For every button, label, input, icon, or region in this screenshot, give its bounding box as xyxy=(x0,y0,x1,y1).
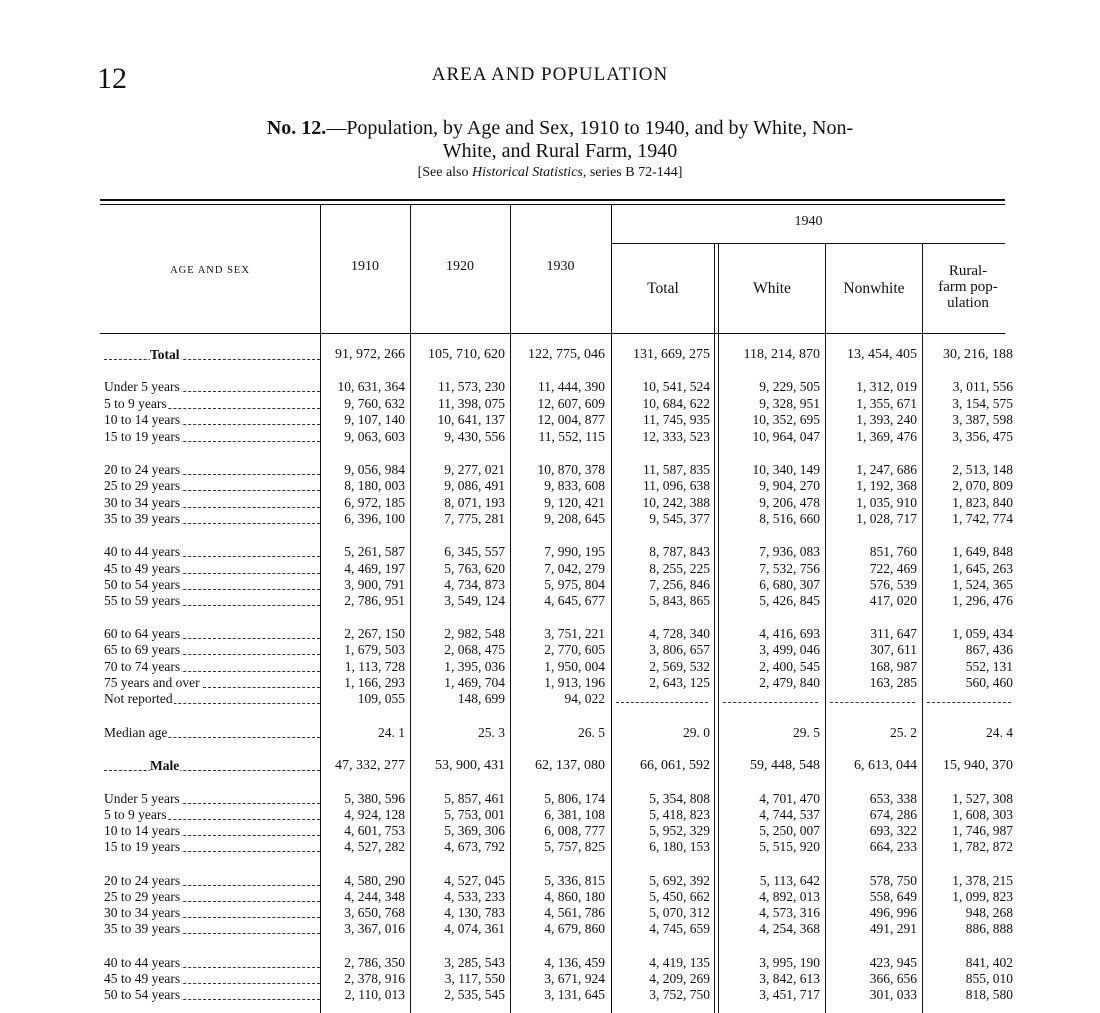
table-cell: 11, 573, 230 xyxy=(438,379,505,394)
table-cell: 1, 679, 503 xyxy=(344,642,405,657)
table-cell: 3, 751, 221 xyxy=(544,626,605,641)
table-cell: 3, 671, 924 xyxy=(544,971,605,986)
table-cell: 2, 070, 809 xyxy=(952,478,1013,493)
row-label: 25 to 29 years xyxy=(104,890,320,904)
table-cell: 851, 760 xyxy=(869,544,917,559)
row-label: 20 to 24 years xyxy=(104,463,320,477)
table-cell: 2, 982, 548 xyxy=(444,626,505,641)
header-white: White xyxy=(753,280,791,297)
table-cell: 1, 527, 308 xyxy=(952,791,1013,806)
table-cell: 118, 214, 870 xyxy=(743,347,820,362)
header-nonwhite: Nonwhite xyxy=(843,280,905,297)
row-label: Under 5 years xyxy=(104,380,320,394)
table-cell: 301, 033 xyxy=(869,987,917,1002)
table-cell: 886, 888 xyxy=(965,921,1013,936)
top-rule-thin xyxy=(100,204,1005,205)
table-cell: 9, 206, 478 xyxy=(759,495,820,510)
header-1940: 1940 xyxy=(794,214,823,229)
table-cell: 122, 775, 046 xyxy=(528,347,605,362)
table-cell: 4, 580, 290 xyxy=(344,873,405,888)
table-cell: 2, 770, 605 xyxy=(544,642,605,657)
table-cell: 91, 972, 266 xyxy=(335,347,405,362)
table-cell: 4, 244, 348 xyxy=(344,889,405,904)
row-label: Median age xyxy=(104,726,320,740)
table-cell: 4, 679, 860 xyxy=(544,921,605,936)
table-cell: 7, 256, 846 xyxy=(649,577,710,592)
table-cell: 576, 539 xyxy=(869,577,917,592)
table-cell: 4, 734, 873 xyxy=(444,577,505,592)
header-1910: 1910 xyxy=(351,259,379,274)
header-bottom-rule xyxy=(100,333,1005,334)
table-cell: 10, 964, 047 xyxy=(752,429,820,444)
table-number: No. 12. xyxy=(266,117,327,139)
table-cell: 6, 008, 777 xyxy=(544,823,605,838)
table-cell: 12, 004, 877 xyxy=(537,412,605,427)
table-cell: 1, 166, 293 xyxy=(344,675,405,690)
table-cell: 1, 742, 774 xyxy=(952,511,1013,526)
empty-cell-dash xyxy=(616,702,708,703)
table-cell: 8, 071, 193 xyxy=(444,495,505,510)
row-label: 5 to 9 years xyxy=(104,808,320,822)
table-cell: 7, 042, 279 xyxy=(544,561,605,576)
table-cell: 6, 396, 100 xyxy=(344,511,405,526)
subtitle-prefix: [See also xyxy=(417,165,473,180)
table-cell: 560, 460 xyxy=(965,675,1013,690)
table-cell: 10, 684, 622 xyxy=(642,396,710,411)
row-label: Total xyxy=(104,348,320,362)
row-label: 55 to 59 years xyxy=(104,594,320,608)
table-cell: 7, 532, 756 xyxy=(759,561,820,576)
row-label: 50 to 54 years xyxy=(104,988,320,1002)
year-1940-rule xyxy=(612,243,1005,244)
table-cell: 3, 285, 543 xyxy=(444,955,505,970)
table-cell: 4, 533, 233 xyxy=(444,889,505,904)
row-label: 60 to 64 years xyxy=(104,627,320,641)
table-cell: 29. 5 xyxy=(793,725,820,740)
row-label: 30 to 34 years xyxy=(104,906,320,920)
table-cell: 4, 527, 282 xyxy=(344,839,405,854)
table-cell: 2, 068, 475 xyxy=(444,642,505,657)
table-cell: 4, 701, 470 xyxy=(759,791,820,806)
table-cell: 4, 645, 677 xyxy=(544,593,605,608)
table-cell: 4, 469, 197 xyxy=(344,561,405,576)
table-cell: 4, 924, 128 xyxy=(344,807,405,822)
table-cell: 47, 332, 277 xyxy=(335,758,405,773)
table-cell: 4, 728, 340 xyxy=(649,626,710,641)
table-cell: 5, 692, 392 xyxy=(649,873,710,888)
table-cell: 9, 904, 270 xyxy=(759,478,820,493)
table-cell: 3, 499, 046 xyxy=(759,642,820,657)
table-cell: 1, 393, 240 xyxy=(856,412,917,427)
table-cell: 1, 099, 823 xyxy=(952,889,1013,904)
table-cell: 148, 699 xyxy=(457,691,505,706)
row-label: Not reported xyxy=(104,692,320,706)
table-cell: 11, 398, 075 xyxy=(438,396,505,411)
table-cell: 417, 020 xyxy=(869,593,917,608)
row-label: 10 to 14 years xyxy=(104,413,320,427)
table-cell: 1, 035, 910 xyxy=(856,495,917,510)
table-cell: 11, 552, 115 xyxy=(538,429,605,444)
table-cell: 9, 208, 645 xyxy=(544,511,605,526)
row-label: 20 to 24 years xyxy=(104,874,320,888)
table-cell: 6, 680, 307 xyxy=(759,577,820,592)
table-cell: 1, 608, 303 xyxy=(952,807,1013,822)
table-cell: 2, 400, 545 xyxy=(759,659,820,674)
table-cell: 5, 806, 174 xyxy=(544,791,605,806)
table-cell: 2, 643, 125 xyxy=(649,675,710,690)
row-label: 15 to 19 years xyxy=(104,430,320,444)
table-cell: 423, 945 xyxy=(869,955,917,970)
table-cell: 15, 940, 370 xyxy=(943,758,1013,773)
subtitle-italic: Historical Statistics, xyxy=(472,165,587,180)
table-cell: 7, 936, 083 xyxy=(759,544,820,559)
col-rule-5a xyxy=(714,244,715,1013)
table-cell: 3, 451, 717 xyxy=(759,987,820,1002)
table-cell: 5, 261, 587 xyxy=(344,544,405,559)
header-rural-line-1: Rural- xyxy=(948,263,988,279)
table-cell: 1, 378, 215 xyxy=(952,873,1013,888)
row-label: 15 to 19 years xyxy=(104,840,320,854)
table-subtitle xyxy=(0,165,1100,181)
table-cell: 867, 436 xyxy=(965,642,1013,657)
table-cell: 366, 656 xyxy=(869,971,917,986)
table-cell: 496, 996 xyxy=(869,905,917,920)
table-cell: 4, 573, 316 xyxy=(759,905,820,920)
table-cell: 2, 786, 951 xyxy=(344,593,405,608)
page-number: 12 xyxy=(97,62,127,95)
table-cell: 4, 136, 459 xyxy=(544,955,605,970)
table-cell: 4, 673, 792 xyxy=(444,839,505,854)
table-cell: 578, 750 xyxy=(869,873,917,888)
table-cell: 10, 541, 524 xyxy=(642,379,710,394)
table-cell: 5, 369, 306 xyxy=(444,823,505,838)
row-label: Under 5 years xyxy=(104,792,320,806)
table-cell: 11, 444, 390 xyxy=(538,379,605,394)
table-cell: 1, 355, 671 xyxy=(856,396,917,411)
table-cell: 131, 669, 275 xyxy=(633,347,710,362)
table-cell: 5, 757, 825 xyxy=(544,839,605,854)
table-cell: 105, 710, 620 xyxy=(428,347,505,362)
table-cell: 3, 011, 556 xyxy=(952,379,1013,394)
table-cell: 1, 369, 476 xyxy=(856,429,917,444)
row-label: 40 to 44 years xyxy=(104,956,320,970)
header-1920: 1920 xyxy=(446,259,474,274)
table-cell: 1, 247, 686 xyxy=(856,462,917,477)
subtitle-suffix: series B 72-144] xyxy=(586,165,683,180)
table-cell: 722, 469 xyxy=(869,561,917,576)
table-cell: 8, 180, 003 xyxy=(344,478,405,493)
table-cell: 948, 268 xyxy=(965,905,1013,920)
table-cell: 818, 580 xyxy=(965,987,1013,1002)
table-cell: 1, 469, 704 xyxy=(444,675,505,690)
table-cell: 653, 338 xyxy=(869,791,917,806)
empty-cell-dash xyxy=(830,702,915,703)
table-cell: 307, 611 xyxy=(870,642,917,657)
table-cell: 1, 113, 728 xyxy=(344,659,405,674)
table-cell: 9, 430, 556 xyxy=(444,429,505,444)
table-cell: 7, 775, 281 xyxy=(444,511,505,526)
table-cell: 9, 833, 608 xyxy=(544,478,605,493)
row-label: 75 years and over xyxy=(104,676,320,690)
table-cell: 693, 322 xyxy=(869,823,917,838)
table-cell: 4, 601, 753 xyxy=(344,823,405,838)
table-cell: 4, 254, 368 xyxy=(759,921,820,936)
table-cell: 5, 426, 845 xyxy=(759,593,820,608)
table-cell: 311, 647 xyxy=(870,626,917,641)
row-label: 10 to 14 years xyxy=(104,824,320,838)
table-cell: 552, 131 xyxy=(965,659,1013,674)
table-cell: 13, 454, 405 xyxy=(847,347,917,362)
table-cell: 29. 0 xyxy=(683,725,710,740)
table-cell: 4, 892, 013 xyxy=(759,889,820,904)
table-cell: 3, 752, 750 xyxy=(649,987,710,1002)
table-cell: 5, 336, 815 xyxy=(544,873,605,888)
table-cell: 94, 022 xyxy=(564,691,605,706)
table-cell: 841, 402 xyxy=(965,955,1013,970)
table-cell: 10, 242, 388 xyxy=(642,495,710,510)
header-total: Total xyxy=(647,280,679,297)
table-cell: 109, 055 xyxy=(357,691,405,706)
table-cell: 5, 515, 920 xyxy=(759,839,820,854)
table-cell: 6, 180, 153 xyxy=(649,839,710,854)
table-cell: 9, 545, 377 xyxy=(649,511,710,526)
row-label: 65 to 69 years xyxy=(104,643,320,657)
table-cell: 10, 352, 695 xyxy=(752,412,820,427)
table-cell: 6, 381, 108 xyxy=(544,807,605,822)
table-cell: 6, 972, 185 xyxy=(344,495,405,510)
table-cell: 491, 291 xyxy=(869,921,917,936)
table-cell: 9, 120, 421 xyxy=(544,495,605,510)
table-cell: 4, 860, 180 xyxy=(544,889,605,904)
table-cell: 66, 061, 592 xyxy=(640,758,710,773)
table-cell: 3, 806, 657 xyxy=(649,642,710,657)
table-cell: 4, 745, 659 xyxy=(649,921,710,936)
table-cell: 11, 587, 835 xyxy=(643,462,710,477)
row-label: 45 to 49 years xyxy=(104,972,320,986)
row-label: 35 to 39 years xyxy=(104,512,320,526)
table-cell: 26. 5 xyxy=(578,725,605,740)
table-cell: 11, 096, 638 xyxy=(643,478,710,493)
table-cell: 1, 649, 848 xyxy=(952,544,1013,559)
table-cell: 3, 842, 613 xyxy=(759,971,820,986)
table-cell: 5, 354, 808 xyxy=(649,791,710,806)
table-cell: 5, 113, 642 xyxy=(759,873,820,888)
top-rule-thick xyxy=(100,199,1005,201)
table-cell: 5, 380, 596 xyxy=(344,791,405,806)
table-cell: 62, 137, 080 xyxy=(535,758,605,773)
table-cell: 664, 233 xyxy=(869,839,917,854)
row-label: 30 to 34 years xyxy=(104,496,320,510)
table-cell: 9, 063, 603 xyxy=(344,429,405,444)
table-cell: 9, 328, 951 xyxy=(759,396,820,411)
table-cell: 6, 345, 557 xyxy=(444,544,505,559)
table-cell: 4, 416, 693 xyxy=(759,626,820,641)
table-cell: 9, 056, 984 xyxy=(344,462,405,477)
table-cell: 4, 130, 783 xyxy=(444,905,505,920)
table-cell: 7, 990, 195 xyxy=(544,544,605,559)
table-cell: 2, 479, 840 xyxy=(759,675,820,690)
table-cell: 25. 2 xyxy=(890,725,917,740)
table-cell: 1, 524, 365 xyxy=(952,577,1013,592)
table-title xyxy=(100,117,1020,163)
table-cell: 53, 900, 431 xyxy=(435,758,505,773)
table-cell: 1, 296, 476 xyxy=(952,593,1013,608)
table-cell: 6, 613, 044 xyxy=(854,758,917,773)
table-cell: 25. 3 xyxy=(478,725,505,740)
table-cell: 1, 395, 036 xyxy=(444,659,505,674)
table-cell: 168, 987 xyxy=(869,659,917,674)
table-cell: 2, 378, 916 xyxy=(344,971,405,986)
table-cell: 24. 1 xyxy=(378,725,405,740)
row-label: 25 to 29 years xyxy=(104,479,320,493)
table-cell: 10, 641, 137 xyxy=(437,412,505,427)
header-rural-line-3: ulation xyxy=(947,295,989,311)
table-cell: 8, 255, 225 xyxy=(649,561,710,576)
header-1930: 1930 xyxy=(546,259,575,274)
table-cell: 9, 229, 505 xyxy=(759,379,820,394)
table-cell: 2, 569, 532 xyxy=(649,659,710,674)
table-cell: 1, 782, 872 xyxy=(952,839,1013,854)
row-label: Male xyxy=(104,759,320,773)
table-cell: 12, 607, 609 xyxy=(537,396,605,411)
table-cell: 1, 192, 368 xyxy=(856,478,917,493)
table-cell: 3, 650, 768 xyxy=(344,905,405,920)
table-cell: 5, 250, 007 xyxy=(759,823,820,838)
table-cell: 5, 763, 620 xyxy=(444,561,505,576)
table-cell: 1, 645, 263 xyxy=(952,561,1013,576)
table-cell: 9, 086, 491 xyxy=(444,478,505,493)
table-cell: 1, 950, 004 xyxy=(544,659,605,674)
table-cell: 10, 870, 378 xyxy=(537,462,605,477)
empty-cell-dash xyxy=(927,702,1011,703)
table-cell: 558, 649 xyxy=(869,889,917,904)
table-cell: 9, 277, 021 xyxy=(444,462,505,477)
table-cell: 5, 857, 461 xyxy=(444,791,505,806)
table-cell: 2, 513, 148 xyxy=(952,462,1013,477)
table-cell: 4, 209, 269 xyxy=(649,971,710,986)
table-cell: 1, 913, 196 xyxy=(544,675,605,690)
table-cell: 3, 549, 124 xyxy=(444,593,505,608)
table-cell: 3, 154, 575 xyxy=(952,396,1013,411)
table-cell: 5, 843, 865 xyxy=(649,593,710,608)
table-cell: 8, 516, 660 xyxy=(759,511,820,526)
header-rural-line-2: farm pop- xyxy=(938,279,998,295)
header-stub: AGE AND SEX xyxy=(170,265,250,276)
table-cell: 1, 746, 987 xyxy=(952,823,1013,838)
title-line-1: —Population, by Age and Sex, 1910 to 1940, and by White, Non- xyxy=(326,117,854,139)
table-cell: 5, 952, 329 xyxy=(649,823,710,838)
table-cell: 3, 387, 598 xyxy=(952,412,1013,427)
table-cell: 4, 074, 361 xyxy=(444,921,505,936)
table-cell: 855, 010 xyxy=(965,971,1013,986)
table-cell: 24. 4 xyxy=(986,725,1013,740)
table-cell: 4, 419, 135 xyxy=(649,955,710,970)
table-cell: 10, 340, 149 xyxy=(752,462,820,477)
table-cell: 1, 059, 434 xyxy=(952,626,1013,641)
row-label: 5 to 9 years xyxy=(104,397,320,411)
table-cell: 3, 117, 550 xyxy=(444,971,505,986)
table-cell: 4, 561, 786 xyxy=(544,905,605,920)
table-cell: 5, 450, 662 xyxy=(649,889,710,904)
table-cell: 3, 356, 475 xyxy=(952,429,1013,444)
table-cell: 5, 753, 001 xyxy=(444,807,505,822)
row-label: 40 to 44 years xyxy=(104,545,320,559)
table-cell: 2, 110, 013 xyxy=(344,987,405,1002)
table-cell: 163, 285 xyxy=(869,675,917,690)
table-cell: 2, 535, 545 xyxy=(444,987,505,1002)
row-label: 45 to 49 years xyxy=(104,562,320,576)
table-cell: 1, 028, 717 xyxy=(856,511,917,526)
table-cell: 2, 267, 150 xyxy=(344,626,405,641)
table-cell: 3, 367, 016 xyxy=(344,921,405,936)
empty-cell-dash xyxy=(723,702,818,703)
table-cell: 3, 131, 645 xyxy=(544,987,605,1002)
table-cell: 1, 823, 840 xyxy=(952,495,1013,510)
table-cell: 2, 786, 350 xyxy=(344,955,405,970)
table-cell: 8, 787, 843 xyxy=(649,544,710,559)
table-cell: 12, 333, 523 xyxy=(642,429,710,444)
table-cell: 1, 312, 019 xyxy=(856,379,917,394)
title-line-2: White, and Rural Farm, 1940 xyxy=(442,140,678,162)
row-label: 35 to 39 years xyxy=(104,922,320,936)
table-cell: 5, 975, 804 xyxy=(544,577,605,592)
table-cell: 3, 995, 190 xyxy=(759,955,820,970)
table-cell: 674, 286 xyxy=(869,807,917,822)
table-cell: 9, 107, 140 xyxy=(344,412,405,427)
row-label: 50 to 54 years xyxy=(104,578,320,592)
table-cell: 10, 631, 364 xyxy=(337,379,405,394)
table-cell: 5, 418, 823 xyxy=(649,807,710,822)
table-cell: 30, 216, 188 xyxy=(943,347,1013,362)
table-cell: 4, 744, 537 xyxy=(759,807,820,822)
row-label: 70 to 74 years xyxy=(104,660,320,674)
table-cell: 59, 448, 548 xyxy=(750,758,820,773)
table-cell: 3, 900, 791 xyxy=(344,577,405,592)
table-cell: 5, 070, 312 xyxy=(649,905,710,920)
header-rural-farm xyxy=(923,263,1013,311)
running-head: AREA AND POPULATION xyxy=(431,64,669,85)
table-cell: 4, 527, 045 xyxy=(444,873,505,888)
table-cell: 9, 760, 632 xyxy=(344,396,405,411)
table-cell: 11, 745, 935 xyxy=(643,412,710,427)
